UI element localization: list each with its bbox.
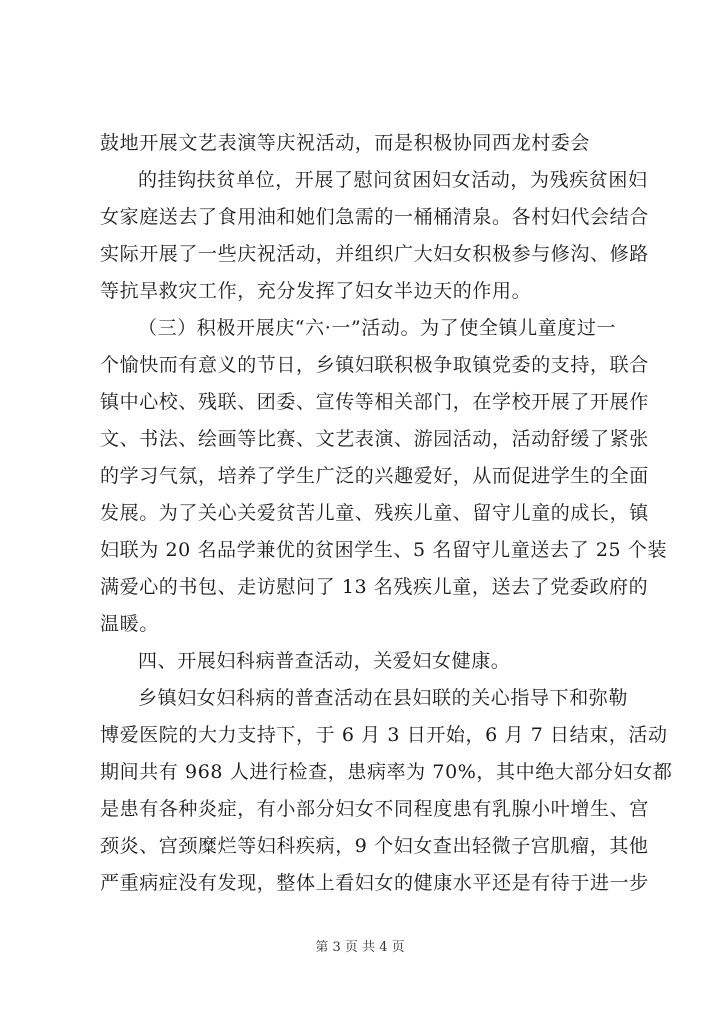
text-line-9: 文、书法、绘画等比赛、文艺表演、游园活动，活动舒缓了紧张 bbox=[100, 428, 649, 450]
text-line-7: 个愉快而有意义的节日，乡镇妇联积极争取镇党委的支持，联合 bbox=[100, 354, 649, 376]
text-line-5: 等抗旱救灾工作，充分发挥了妇女半边天的作用。 bbox=[100, 280, 532, 302]
text-line-19: 是患有各种炎症，有小部分妇女不同程度患有乳腺小叶增生、宫 bbox=[100, 798, 649, 820]
text-line-21: 严重病症没有发现，整体上看妇女的健康水平还是有待于进一步 bbox=[100, 872, 649, 894]
text-line-18: 期间共有 968 人进行检查，患病率为 70%，其中绝大部分妇女都 bbox=[100, 761, 673, 783]
text-line-1: 鼓地开展文艺表演等庆祝活动，而是积极协同西龙村委会 bbox=[100, 132, 591, 154]
body-text bbox=[100, 125, 673, 902]
text-line-3: 女家庭送去了食用油和她们急需的一桶桶清泉。各村妇代会结合 bbox=[100, 206, 649, 228]
text-line-2: 的挂钩扶贫单位，开展了慰问贫困妇女活动，为残疾贫困妇 bbox=[138, 169, 648, 191]
section-heading-4: 四、开展妇科病普查活动，关爱妇女健康。 bbox=[138, 650, 511, 672]
text-line-4: 实际开展了一些庆祝活动，并组织广大妇女积极参与修沟、修路 bbox=[100, 243, 649, 265]
text-line-8: 镇中心校、残联、团委、宣传等相关部门，在学校开展了开展作 bbox=[100, 391, 649, 413]
text-line-10: 的学习气氛，培养了学生广泛的兴趣爱好，从而促进学生的全面 bbox=[100, 465, 649, 487]
page-footer: 第 3 页 共 4 页 bbox=[315, 940, 405, 955]
text-line-13: 满爱心的书包、走访慰问了 13 名残疾儿童，送去了党委政府的 bbox=[100, 576, 649, 598]
section-heading-3: （三）积极开展庆“六·一”活动。为了使全镇儿童度过一 bbox=[138, 317, 617, 339]
text-line-11: 发展。为了关心关爱贫苦儿童、残疾儿童、留守儿童的成长，镇 bbox=[100, 502, 649, 524]
text-line-20: 颈炎、宫颈糜烂等妇科疾病，9 个妇女查出轻微子宫肌瘤，其他 bbox=[100, 835, 649, 857]
text-line-16: 乡镇妇女妇科病的普查活动在县妇联的关心指导下和弥勒 bbox=[138, 687, 629, 709]
text-line-14: 温暖。 bbox=[100, 613, 159, 635]
text-line-17: 博爱医院的大力支持下，于 6 月 3 日开始，6 月 7 日结束，活动 bbox=[100, 724, 668, 746]
text-line-12: 妇联为 20 名品学兼优的贫困学生、5 名留守儿童送去了 25 个装 bbox=[100, 539, 668, 561]
